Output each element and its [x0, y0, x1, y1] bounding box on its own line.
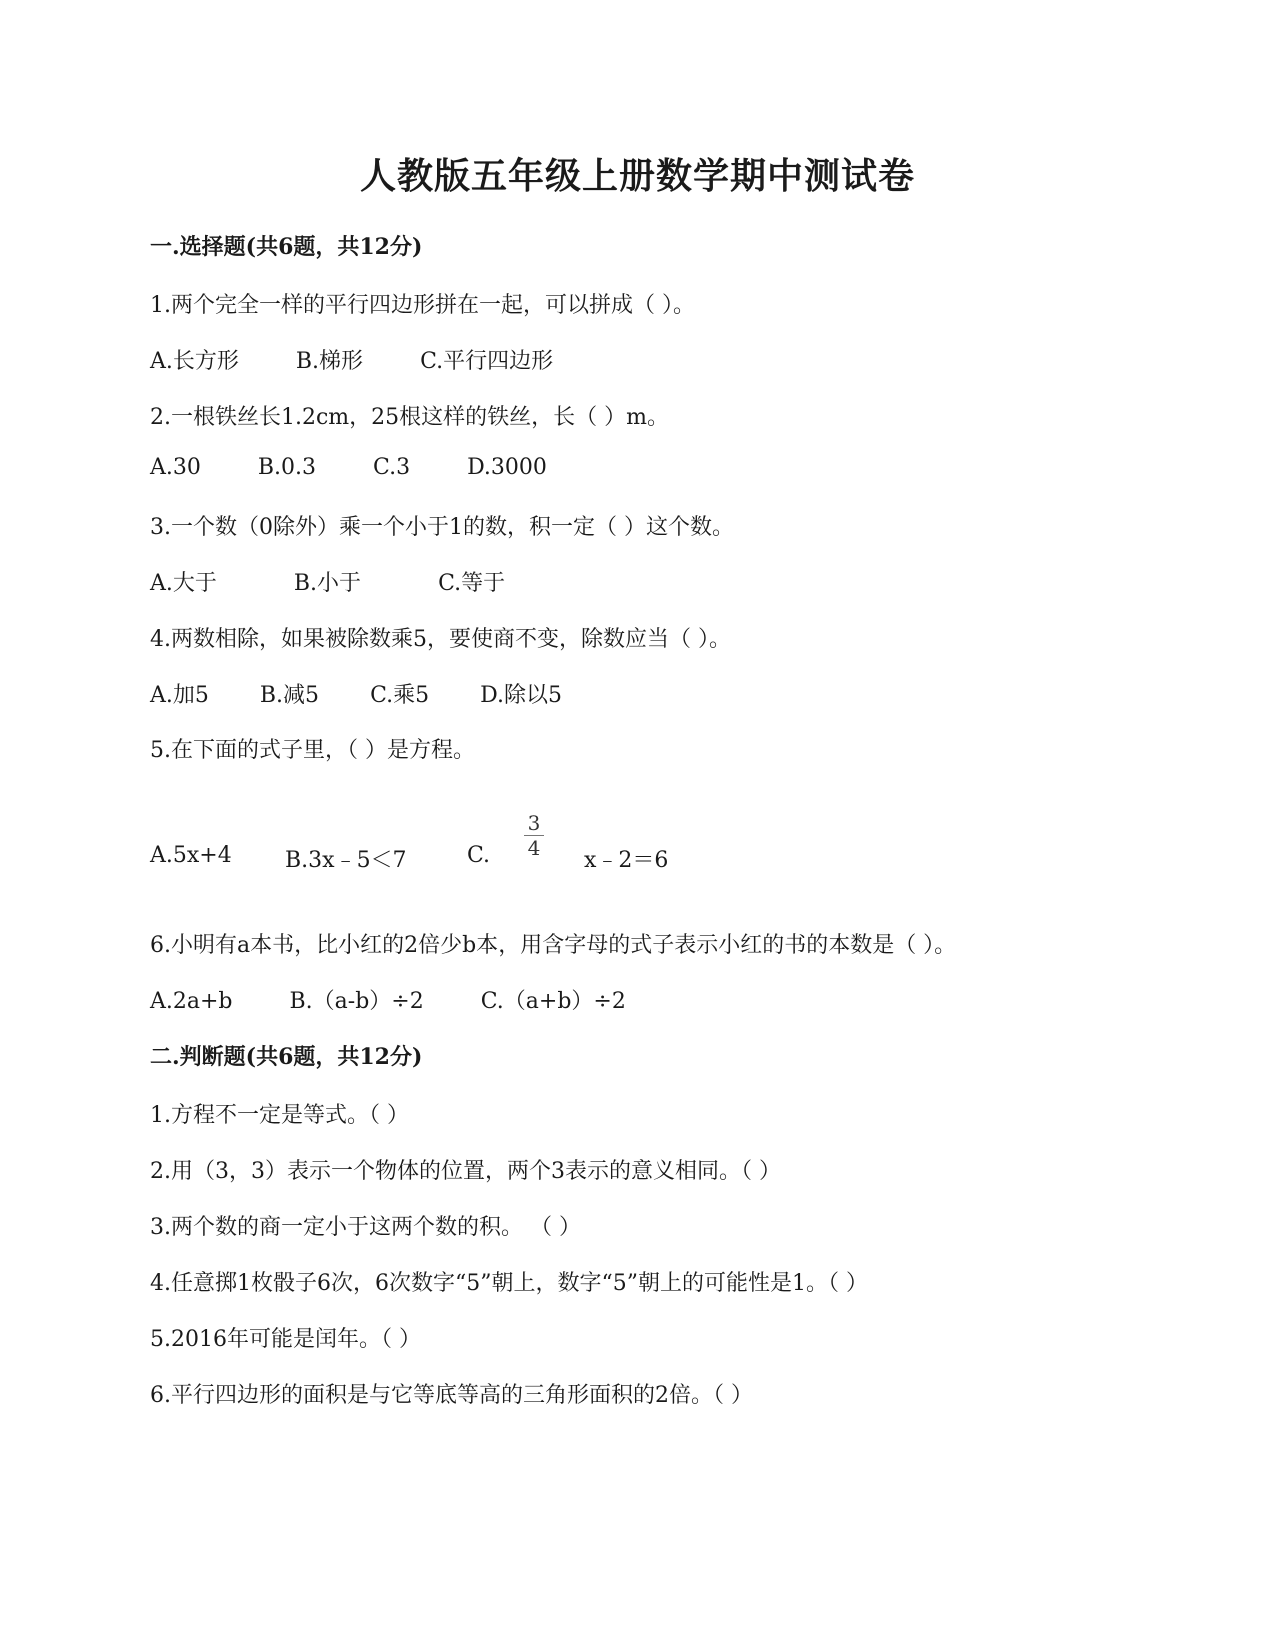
- option-a: A.加5: [150, 683, 209, 708]
- question-options: [150, 566, 555, 597]
- option-c: C.平行四边形: [420, 349, 554, 374]
- option-d: D.除以5: [480, 683, 562, 708]
- option-b: B.3x﹣5＜7: [285, 848, 407, 873]
- question-options: [150, 678, 612, 709]
- option-c: C.3: [373, 455, 411, 480]
- judgement-item: 5.2016年可能是闰年。（ ）: [150, 1327, 421, 1352]
- fraction-numerator: 3: [527, 811, 541, 835]
- option-a: A.大于: [150, 571, 217, 596]
- question-stem: 1.两个完全一样的平行四边形拼在一起，可以拼成（ ）。: [150, 293, 695, 318]
- option-a: A.5x+4: [150, 843, 232, 868]
- judgement-item: 6.平行四边形的面积是与它等底等高的三角形面积的2倍。（ ）: [150, 1383, 753, 1408]
- option-b: B.小于: [293, 571, 362, 596]
- option-c: C.等于: [438, 571, 506, 596]
- fraction-denominator: 4: [527, 836, 541, 860]
- option-c-expression: x﹣2＝6: [584, 848, 669, 873]
- question-stem: 6.小明有a本书，比小红的2倍少b本，用含字母的式子表示小红的书的本数是（ ）。: [150, 933, 957, 958]
- option-a: A.长方形: [150, 349, 239, 374]
- page-title: 人教版五年级上册数学期中测试卷: [359, 155, 915, 197]
- judgement-item: 3.两个数的商一定小于这两个数的积。 （ ）: [150, 1215, 581, 1240]
- option-b: B.（a-b）÷2: [289, 989, 424, 1014]
- judgement-item: 4.任意掷1枚骰子6次，6次数字“5”朝上，数字“5”朝上的可能性是1。（ ）: [150, 1271, 868, 1296]
- option-a: A.30: [150, 455, 201, 480]
- option-c: C.乘5: [370, 683, 430, 708]
- question-options: [150, 344, 603, 375]
- option-b: B.减5: [259, 683, 320, 708]
- option-d: D.3000: [467, 455, 547, 480]
- option-c: C.（a+b）÷2: [480, 989, 626, 1014]
- option-b: B.0.3: [257, 455, 317, 480]
- question-stem: 2.一根铁丝长1.2cm，25根这样的铁丝，长（ ）m。: [150, 405, 670, 430]
- question-stem: 4.两数相除，如果被除数乘5，要使商不变，除数应当（ ）。: [150, 627, 731, 652]
- option-a: A.2a+b: [150, 989, 233, 1014]
- section-heading-choice: 一.选择题(共6题，共12分): [150, 234, 423, 260]
- judgement-item: 2.用（3，3）表示一个物体的位置，两个3表示的意义相同。（ ）: [150, 1159, 781, 1184]
- option-b: B.梯形: [295, 349, 364, 374]
- question-options: [150, 455, 597, 480]
- question-options: [150, 984, 676, 1015]
- option-c: C.: [467, 843, 491, 868]
- question-stem: 3.一个数（0除外）乘一个小于1的数，积一定（ ）这个数。: [150, 515, 734, 540]
- fraction-three-quarters: [524, 812, 544, 859]
- judgement-item: 1.方程不一定是等式。（ ）: [150, 1103, 409, 1128]
- question-stem: 5.在下面的式子里，（ ）是方程。: [150, 738, 475, 763]
- section-heading-true-false: 二.判断题(共6题，共12分): [150, 1044, 423, 1070]
